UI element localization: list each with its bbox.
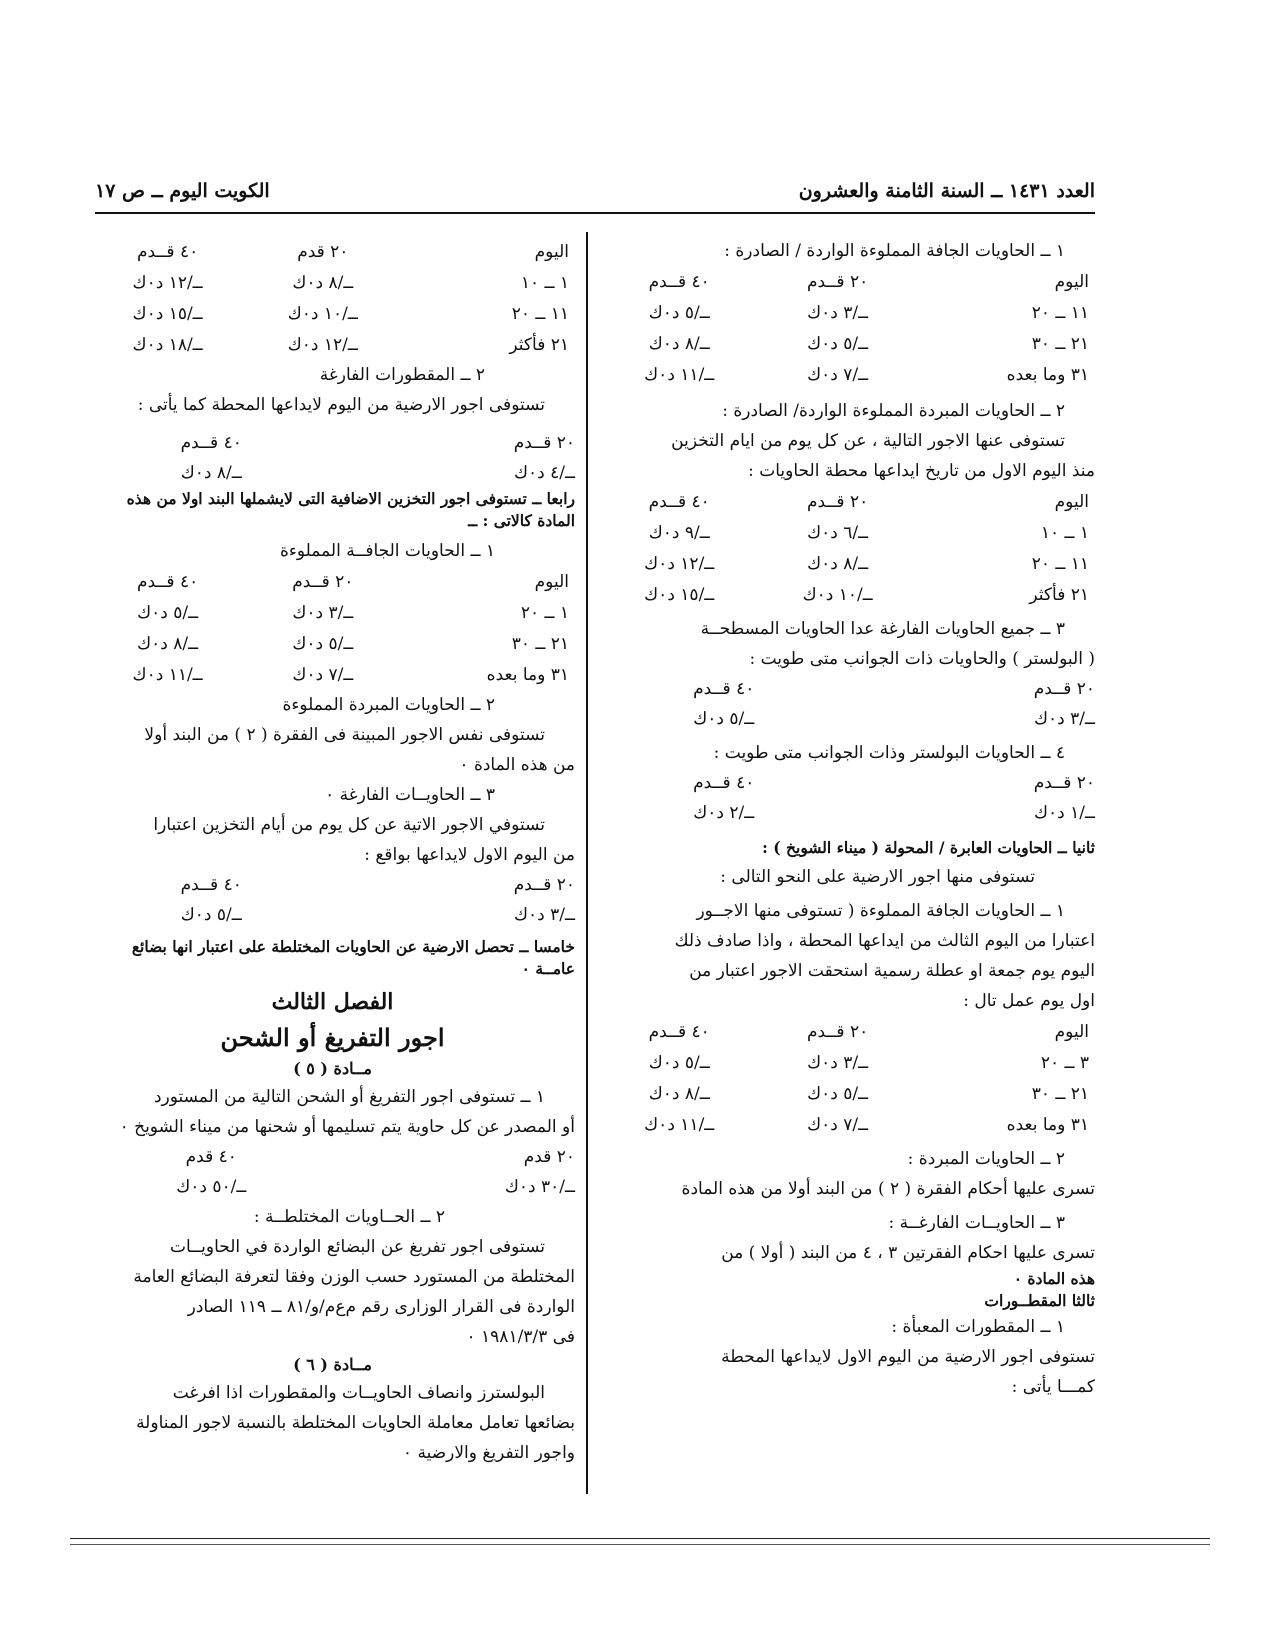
section-title: ١ ــ الحاويات الجافــة المملوءة [279, 541, 495, 561]
table-row [90, 298, 575, 329]
right-column [600, 236, 1095, 1402]
table-cell: ــ/١١ د٠ك [644, 364, 715, 385]
section-title: ٣ ــ الحاويــات الفارغــة : [888, 1213, 1065, 1233]
table-cell: ــ/٨ د٠ك [137, 633, 199, 654]
rates-pair [90, 428, 575, 488]
footer-rule [70, 1538, 1210, 1539]
header-cell: ٤٠ قــدم [137, 571, 199, 592]
paragraph: تستوفى منها اجور الارضية على النحو التالى : [720, 867, 1035, 887]
paragraph: من هذه المادة ٠ [459, 755, 575, 775]
paragraph: منذ اليوم الاول من تاريخ ايداعها محطة الحاويات : [748, 461, 1095, 481]
table-cell: ــ/٧ د٠ك [292, 664, 354, 685]
header-cell: اليوم [1054, 491, 1089, 512]
section-title: ٢ ــ الحــاويات المختلطــة : [253, 1207, 445, 1227]
header-cell: ٤٠ قــدم [693, 773, 755, 793]
paragraph: تسرى عليها أحكام الفقرة ( ٢ ) من البند أولا من هذه المادة [681, 1179, 1095, 1199]
paragraph: ١ ــ الحاويات الجافة المملوءة ( تستوفى منها الاجــور [696, 901, 1065, 921]
chapter-title: الفصل الثالث [271, 989, 394, 1015]
table-cell: ــ/٣ د٠ك [292, 602, 354, 623]
table-row [600, 359, 1095, 390]
table-cell: ١ ــ ١٠ [520, 272, 569, 293]
paragraph: تستوفى نفس الاجور المبينة فى الفقرة ( ٢ ) من البند أولا [144, 725, 545, 745]
table-cell: ــ/١٠ د٠ك [802, 584, 873, 605]
paragraph: تستوفى اجور الارضية من اليوم الاول لايداعها المحطة [721, 1347, 1095, 1367]
table-cell: ٢١ فأكثر [1029, 584, 1089, 605]
table-cell: ــ/٩ د٠ك [648, 522, 710, 543]
section-title: ٣ ــ الحاويــات الفارغة ٠ [325, 785, 495, 805]
table-cell: ١ ــ ٢٠ [520, 602, 569, 623]
paragraph: المختلطة من المستورد حسب الوزن وفقا لتعرفة البضائع العامة [133, 1267, 575, 1287]
table-cell: ــ/٣ د٠ك [807, 1052, 869, 1073]
table-row [600, 579, 1095, 610]
table-cell: ــ/٧ د٠ك [807, 1114, 869, 1135]
header-cell: ٢٠ قــدم [807, 1021, 869, 1042]
table-cell: ــ/٥ د٠ك [648, 302, 710, 323]
header-cell: اليوم [1054, 271, 1089, 292]
table-cell: ٣ ــ ٢٠ [1040, 1052, 1089, 1073]
table-cell: ــ/٥ د٠ك [292, 633, 354, 654]
table-cell: ١١ ــ ٢٠ [1031, 553, 1089, 574]
section-heading: خامسا ــ تحصل الارضية عن الحاويات المختلطة على اعتبار انها بضائع عامــة ٠ [131, 937, 575, 978]
table-cell: ١١ ــ ٢٠ [1031, 302, 1089, 323]
table-cell: ــ/١٥ د٠ك [132, 303, 203, 324]
table-row [90, 659, 575, 690]
header-cell: اليوم [1054, 1021, 1089, 1042]
paragraph: البولسترز وانصاف الحاويــات والمقطورات اذا افرغت [172, 1383, 545, 1403]
table-cell: ١ ــ ١٠ [1040, 522, 1089, 543]
table-cell: ٣١ وما بعده [486, 664, 569, 685]
page-header [95, 180, 1095, 214]
rates-table [600, 1016, 1095, 1140]
paragraph: اليوم يوم جمعة او عطلة رسمية استحقت الاجور اعتبار من [689, 961, 1095, 981]
header-cell: ٤٠ قــدم [648, 491, 710, 512]
header-cell: ٢٠ قــدم [513, 875, 575, 895]
section-title: ٢ ــ الحاويات المبردة المملوءة الواردة/ الصادرة : [722, 401, 1065, 421]
table-cell: ١١ ــ ٢٠ [511, 303, 569, 324]
table-row [600, 297, 1095, 328]
table-cell: ٣١ وما بعده [1006, 364, 1089, 385]
table-header-row [600, 1016, 1095, 1047]
header-cell: اليوم [534, 571, 569, 592]
table-cell: ــ/٥٠ د٠ك [176, 1177, 247, 1197]
table-cell: ــ/٧ د٠ك [807, 364, 869, 385]
section-title: ٢ ــ الحاويات المبردة المملوءة [282, 695, 495, 715]
table-cell: ــ/٣٠ د٠ك [504, 1177, 575, 1197]
table-cell: ــ/٥ د٠ك [807, 1083, 869, 1104]
column-divider [586, 232, 588, 1494]
paper-name-page: الكويت اليوم ــ ص ١٧ [95, 180, 270, 202]
header-cell: ٢٠ قــدم [1033, 679, 1095, 699]
section-title: ٢ ــ المقطورات الفارغة [319, 365, 485, 385]
table-cell: ــ/٨ د٠ك [648, 1083, 710, 1104]
paragraph: تستوفي الاجور الاتية عن كل يوم من أيام التخزين اعتبارا [153, 815, 545, 835]
paragraph: هذه المادة ٠ [1013, 1269, 1095, 1288]
table-header-row [90, 236, 575, 267]
rates-pair [600, 674, 1095, 734]
table-cell: ــ/١ د٠ك [1034, 803, 1095, 823]
rates-pair [600, 768, 1095, 828]
paragraph: بضائعها تعامل معاملة الحاويات المختلطة بالنسبة لاجور المناولة [136, 1413, 575, 1433]
table-cell: ــ/١١ د٠ك [132, 664, 203, 685]
header-cell: ٤٠ قــدم [180, 875, 242, 895]
table-row [90, 267, 575, 298]
header-cell: ٤٠ قدم [185, 1147, 237, 1167]
paragraph: اعتبارا من اليوم الثالث من ايداعها المحطة ، واذا صادف ذلك [674, 931, 1095, 951]
table-cell: ــ/١٢ د٠ك [287, 334, 358, 355]
table-header-row [600, 486, 1095, 517]
paragraph: أو المصدر عن كل حاوية يتم تسليمها أو شحنها من ميناء الشويخ ٠ [119, 1117, 575, 1137]
header-cell: اليوم [534, 241, 569, 262]
table-cell: ــ/١٢ د٠ك [644, 553, 715, 574]
table-cell: ٢١ فأكثر [509, 334, 569, 355]
paragraph: تستوفى عنها الاجور التالية ، عن كل يوم من ايام التخزين [671, 431, 1065, 451]
header-cell: ٤٠ قــدم [693, 679, 755, 699]
paragraph: كمـــا يأتى : [1011, 1377, 1095, 1397]
table-cell: ــ/٥ د٠ك [807, 333, 869, 354]
section-title: ٢ ــ الحاويات المبردة : [907, 1149, 1065, 1169]
table-cell: ــ/٤ د٠ك [514, 463, 575, 483]
header-cell: ٢٠ قدم [297, 241, 349, 262]
section-title: ١ ــ الحاويات الجافة المملوءة الواردة / الصادرة : [724, 241, 1065, 261]
table-cell: ــ/٨ د٠ك [807, 553, 869, 574]
paragraph: تستوفى اجور تفريغ عن البضائع الواردة في الحاويــات [170, 1237, 545, 1257]
header-cell: ٢٠ قــدم [513, 433, 575, 453]
paragraph: من اليوم الاول لايداعها بواقع : [364, 845, 575, 865]
section-title: ٣ ــ جميع الحاويات الفارغة عدا الحاويات المسطحــة [700, 619, 1065, 639]
rates-pair [90, 870, 575, 930]
table-cell: ٢١ ــ ٣٠ [1031, 333, 1089, 354]
paragraph: فى ١٩٨١/٣/٣ ٠ [466, 1327, 575, 1347]
table-cell: ــ/٥ د٠ك [180, 905, 242, 925]
left-column [90, 236, 575, 1468]
rates-table [90, 236, 575, 360]
table-cell: ــ/٨ د٠ك [180, 463, 242, 483]
table-cell: ــ/١٢ د٠ك [132, 272, 203, 293]
article-heading: مــادة ( ٦ ) [293, 1355, 372, 1374]
table-row [600, 1047, 1095, 1078]
table-cell: ــ/٢ د٠ك [693, 803, 755, 823]
table-header-row [600, 266, 1095, 297]
table-cell: ــ/٨ د٠ك [648, 333, 710, 354]
table-cell: ــ/٣ د٠ك [514, 905, 575, 925]
table-cell: ــ/٣ د٠ك [1034, 709, 1095, 729]
table-cell: ــ/١٥ د٠ك [644, 584, 715, 605]
header-cell: ٢٠ قــدم [292, 571, 354, 592]
table-cell: ــ/١٨ د٠ك [132, 334, 203, 355]
rates-pair [90, 1142, 575, 1202]
paragraph: واجور التفريغ والارضية ٠ [402, 1443, 575, 1463]
table-row [90, 329, 575, 360]
table-cell: ــ/٣ د٠ك [807, 302, 869, 323]
issue-info: العدد ١٤٣١ ــ السنة الثامنة والعشرون [798, 180, 1095, 202]
header-rule [95, 212, 1095, 214]
header-cell: ٢٠ قــدم [1033, 773, 1095, 793]
table-cell: ــ/٥ د٠ك [137, 602, 199, 623]
paragraph: الواردة فى القرار الوزارى رقم م‌ع‌م/و/٨١ ــ ١١٩ الصادر [187, 1297, 575, 1317]
table-cell: ــ/٥ د٠ك [648, 1052, 710, 1073]
table-row [90, 597, 575, 628]
section-heading: ثانيا ــ الحاويات العابرة / المحولة ( ميناء الشويخ ) : [762, 838, 1095, 857]
paragraph: اول يوم عمل تال : [963, 991, 1095, 1011]
header-cell: ٤٠ قــدم [137, 241, 199, 262]
table-row [600, 517, 1095, 548]
chapter-subtitle: اجور التفريغ أو الشحن [220, 1023, 445, 1052]
table-cell: ٣١ وما بعده [1006, 1114, 1089, 1135]
article-heading: مــادة ( ٥ ) [293, 1059, 372, 1078]
table-row [600, 328, 1095, 359]
table-cell: ــ/١٠ د٠ك [287, 303, 358, 324]
paragraph: ١ ــ تستوفى اجور التفريغ أو الشحن التالية من المستورد [153, 1087, 545, 1107]
section-heading: رابعا ــ تستوفى اجور التخزين الاضافية التى لايشملها البند اولا من هذه المادة كالاتى : ــ [126, 489, 575, 530]
header-cell: ٤٠ قــدم [180, 433, 242, 453]
table-row [600, 548, 1095, 579]
table-row [600, 1078, 1095, 1109]
rates-table [600, 266, 1095, 390]
header-cell: ٢٠ قــدم [807, 491, 869, 512]
rates-table [90, 566, 575, 690]
section-heading: ثالثا المقطــورات [984, 1291, 1095, 1310]
table-cell: ٢١ ــ ٣٠ [1031, 1083, 1089, 1104]
header-cell: ٢٠ قــدم [807, 271, 869, 292]
header-cell: ٤٠ قــدم [648, 1021, 710, 1042]
table-row [600, 1109, 1095, 1140]
paragraph: تستوفى اجور الارضية من اليوم لايداعها المحطة كما يأتى : [137, 395, 545, 415]
table-row [90, 628, 575, 659]
table-cell: ٢١ ــ ٣٠ [511, 633, 569, 654]
paragraph: ( البولستر ) والحاويات ذات الجوانب متى طويت : [749, 649, 1095, 669]
table-cell: ــ/١١ د٠ك [644, 1114, 715, 1135]
paragraph: تسرى عليها احكام الفقرتين ٣ ، ٤ من البند ( أولا ) من [721, 1243, 1095, 1263]
rates-table [600, 486, 1095, 610]
table-cell: ــ/٥ د٠ك [693, 709, 755, 729]
section-title: ١ ــ المقطورات المعبأة : [891, 1317, 1065, 1337]
header-cell: ٤٠ قــدم [648, 271, 710, 292]
footer-rule [70, 1544, 1210, 1545]
table-header-row [90, 566, 575, 597]
table-cell: ــ/٨ د٠ك [292, 272, 354, 293]
header-cell: ٢٠ قدم [523, 1147, 575, 1167]
table-cell: ــ/٦ د٠ك [807, 522, 869, 543]
section-title: ٤ ــ الحاويات البولستر وذات الجوانب متى طويت : [713, 743, 1065, 763]
